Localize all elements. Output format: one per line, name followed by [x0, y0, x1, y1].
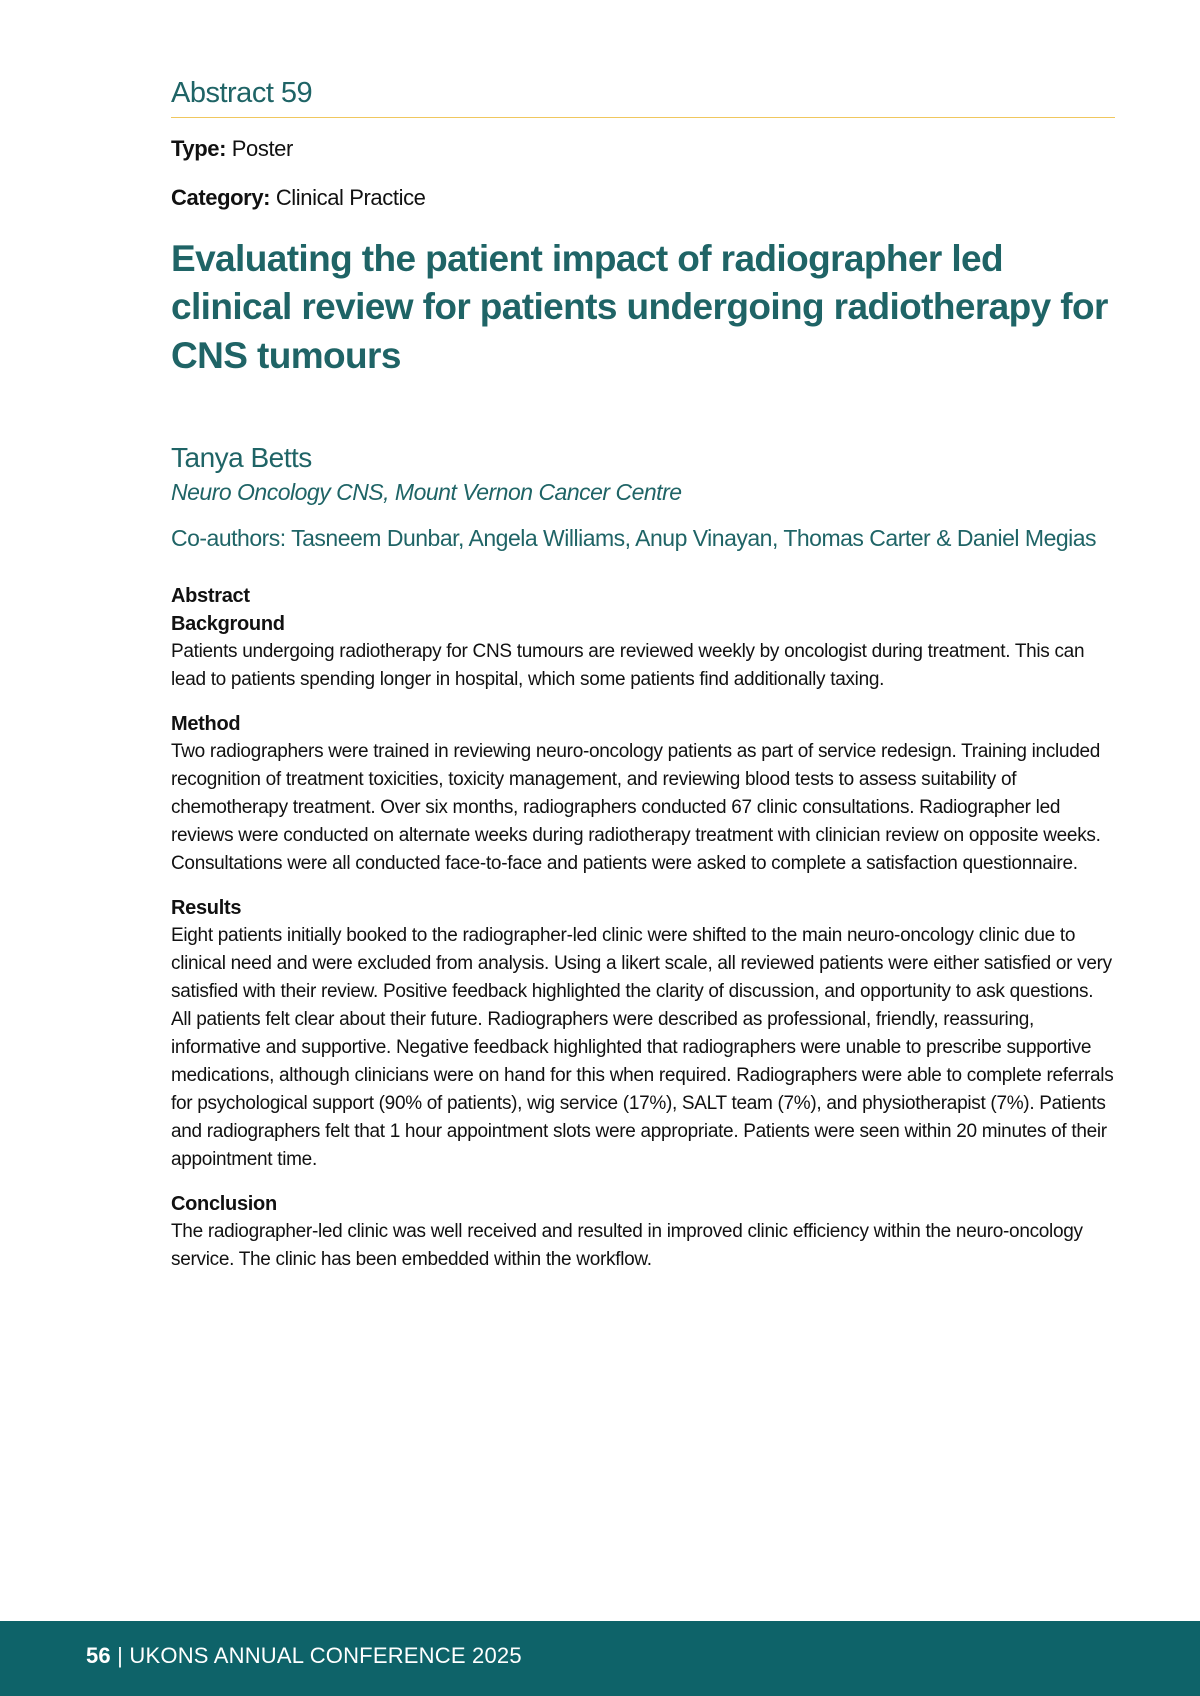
abstract-title: Evaluating the patient impact of radiographer led clinical review for patients undergoing radiotherapy for CNS tumours [171, 237, 1108, 377]
type-line [171, 136, 1115, 162]
coauthors: Co-authors: Tasneem Dunbar, Angela Williams, Anup Vinayan, Thomas Carter & Daniel Megias [171, 525, 1097, 552]
category-label: Category: [171, 185, 271, 211]
results-text: Eight patients initially booked to the radiographer-led clinic were shifted to the main neuro-oncology clinic due to clinical need and were excluded from analysis. Using a likert scale, all reviewed patients were either satisfied or very satisfied with their review. Positive feedback highlighted the clarity of discussion, and opportunity to ask questions. All patients felt clear about their future. Radiographers were described as professional, friendly, reassuring, informative and supportive. Negative feedback highlighted that radiographers were unable to prescribe supportive medications, although clinicians were on hand for this when required. Radiographers were able to complete referrals for psychological support (90% of patients), wig service (17%), SALT team (7%), and physiotherapist (7%). Patients and radiographers felt that 1 hour appointment slots were appropriate. Patients were seen within 20 minutes of their appointment time. [171, 924, 1114, 1170]
category-line [171, 185, 1115, 211]
footer-text [86, 1643, 522, 1669]
page-content [171, 76, 1115, 1274]
method-text: Two radiographers were trained in reviewing neuro-oncology patients as part of service redesign. Training included recognition of treatment toxicities, toxicity management, and reviewing blood tests to assess suitability of chemotherapy treatment. Over six months, radiographers conducted 67 clinic consultations. Radiographer led reviews were conducted on alternate weeks during radiotherapy treatment with clinician review on opposite weeks. Consultations were all conducted face-to-face and patients were asked to complete a satisfaction questionnaire. [171, 740, 1101, 874]
background-text: Patients undergoing radiotherapy for CNS tumours are reviewed weekly by oncologist during treatment. This can lead to patients spending longer in hospital, which some patients find additionally taxing. [171, 640, 1085, 690]
method-heading: Method [171, 712, 241, 735]
conclusion-heading: Conclusion [171, 1192, 277, 1215]
footer-separator: | [110, 1643, 130, 1668]
page-number: 56 [86, 1643, 111, 1668]
author-name: Tanya Betts [171, 442, 312, 474]
abstract-number: Abstract 59 [171, 76, 1115, 118]
conference-name: UKONS ANNUAL CONFERENCE 2025 [129, 1643, 522, 1668]
author-affiliation: Neuro Oncology CNS, Mount Vernon Cancer Centre [171, 478, 682, 505]
type-label: Type: [171, 135, 227, 161]
background-heading: Background [171, 612, 285, 635]
results-heading: Results [171, 896, 242, 919]
abstract-heading: Abstract [171, 584, 250, 607]
type-value: Poster [231, 135, 293, 161]
conclusion-text: The radiographer-led clinic was well received and resulted in improved clinic efficiency within the neuro-oncology service. The clinic has been embedded within the workflow. [171, 1220, 1083, 1270]
category-value: Clinical Practice [275, 185, 426, 211]
footer-bar [0, 1621, 1200, 1696]
